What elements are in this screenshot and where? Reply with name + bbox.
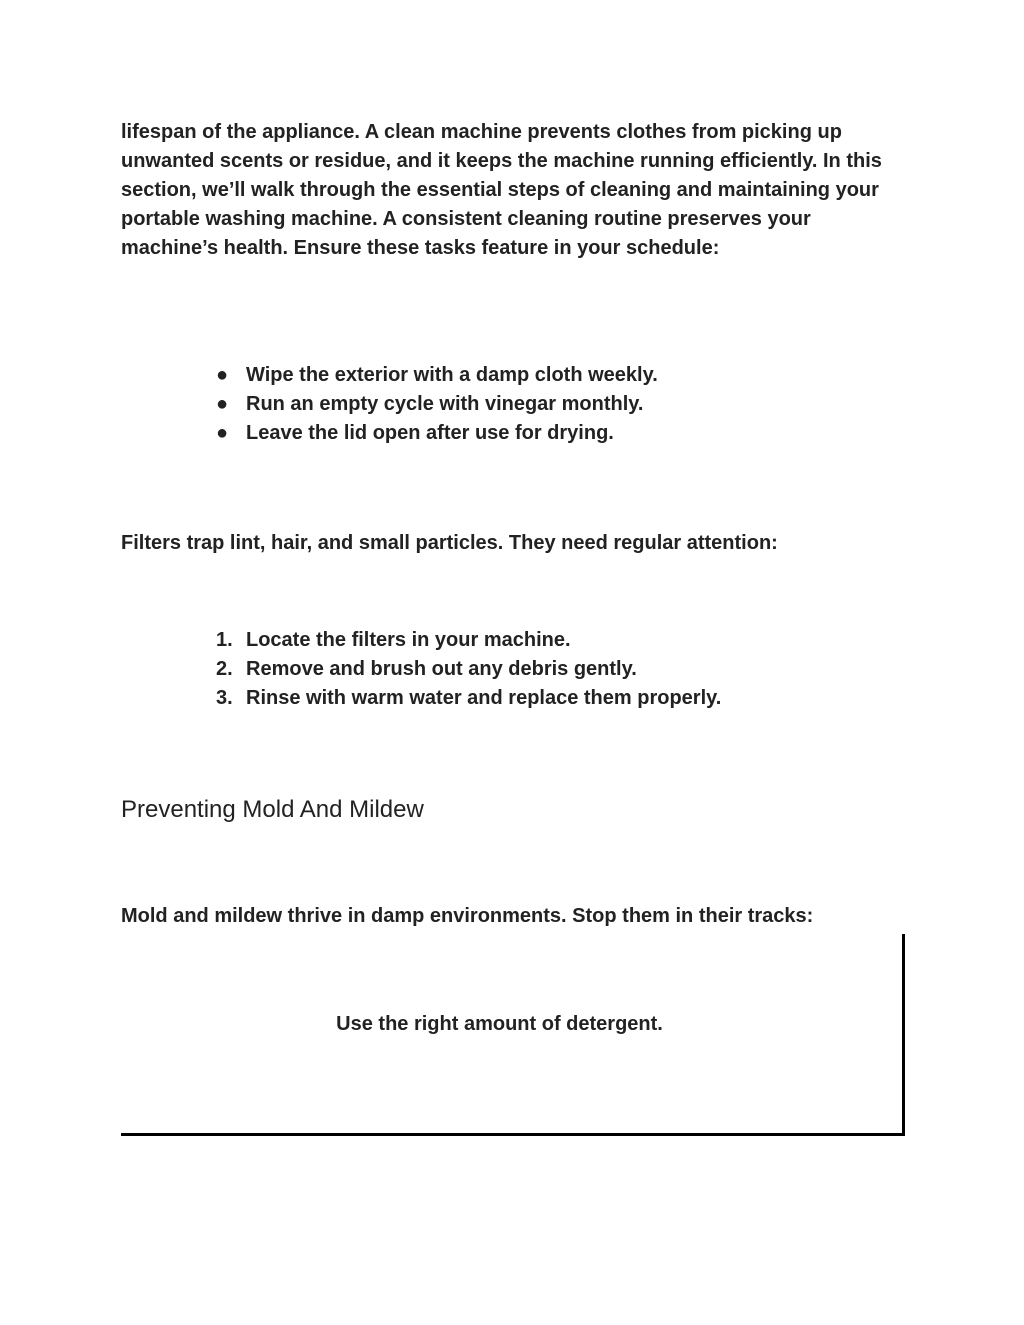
list-item-text: Rinse with warm water and replace them properly. (246, 687, 722, 709)
filter-steps-list (216, 626, 721, 713)
step-number: 1. (216, 629, 233, 651)
list-item-text: Wipe the exterior with a damp cloth weekly. (246, 364, 658, 386)
filters-paragraph: Filters trap lint, hair, and small particles. They need regular attention: (121, 532, 778, 554)
list-item-text: Locate the filters in your machine. (246, 629, 571, 651)
bullet-icon: ● (216, 393, 229, 415)
list-item (216, 361, 658, 390)
intro-paragraph: lifespan of the appliance. A clean machine prevents clothes from picking up unwanted scents or residue, and it keeps the machine running efficiently. In this section, we’ll walk through the essential steps of cleaning and maintaining your portable washing machine. A consistent cleaning routine preserves your machine’s health. Ensure these tasks feature in your schedule: (121, 121, 882, 259)
bullet-icon: ● (216, 422, 229, 444)
section-heading: Preventing Mold And Mildew (121, 796, 424, 823)
list-item (216, 626, 721, 655)
list-item (216, 655, 721, 684)
bullet-icon: ● (216, 364, 229, 386)
callout-text: Use the right amount of detergent. (336, 1013, 663, 1035)
callout-box (121, 934, 905, 1136)
list-item (216, 684, 721, 713)
step-number: 2. (216, 658, 233, 680)
list-item (216, 390, 658, 419)
cleaning-tasks-list (216, 361, 658, 448)
list-item-text: Leave the lid open after use for drying. (246, 422, 614, 444)
mold-paragraph: Mold and mildew thrive in damp environments. Stop them in their tracks: (121, 905, 814, 927)
list-item (216, 419, 658, 448)
list-item-text: Remove and brush out any debris gently. (246, 658, 637, 680)
list-item-text: Run an empty cycle with vinegar monthly. (246, 393, 644, 415)
step-number: 3. (216, 687, 233, 709)
